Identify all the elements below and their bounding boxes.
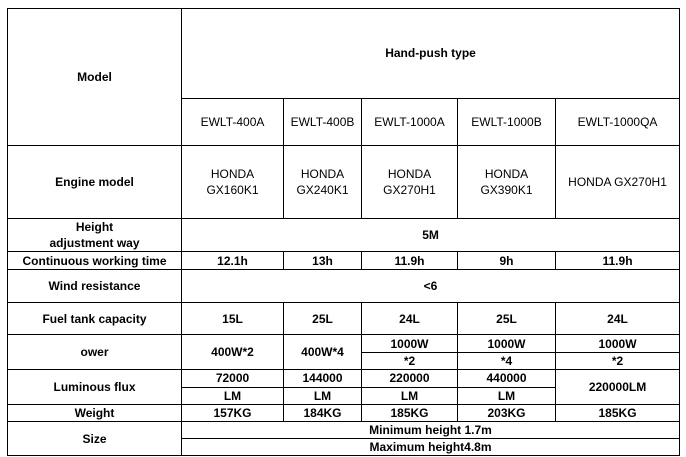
height-adjustment-label: Height adjustment way bbox=[8, 219, 182, 252]
fuel-tank-value: 24L bbox=[556, 303, 680, 335]
fuel-tank-label: Fuel tank capacity bbox=[8, 303, 182, 335]
working-time-value: 13h bbox=[284, 252, 362, 270]
luminous-flux-value: 144000 LM bbox=[284, 370, 362, 404]
power-value: 400W*2 bbox=[182, 335, 284, 370]
fuel-tank-value: 25L bbox=[284, 303, 362, 335]
weight-value: 185KG bbox=[362, 404, 458, 421]
luminous-flux-value: 220000 LM bbox=[362, 370, 458, 404]
weight-value: 203KG bbox=[458, 404, 556, 421]
power-label: ower bbox=[8, 335, 182, 370]
fuel-tank-value: 24L bbox=[362, 303, 458, 335]
working-time-value: 11.9h bbox=[362, 252, 458, 270]
weight-value: 157KG bbox=[182, 404, 284, 421]
power-value: 1000W *2 bbox=[556, 335, 680, 370]
wind-resistance-label: Wind resistance bbox=[8, 270, 182, 303]
weight-value: 185KG bbox=[556, 404, 680, 421]
luminous-flux-value: 440000 LM bbox=[458, 370, 556, 404]
spec-table bbox=[7, 8, 680, 456]
working-time-label: Continuous working time bbox=[8, 252, 182, 270]
fuel-tank-value: 25L bbox=[458, 303, 556, 335]
size-label: Size bbox=[8, 421, 182, 455]
fuel-tank-value: 15L bbox=[182, 303, 284, 335]
luminous-flux-value: 72000 LM bbox=[182, 370, 284, 404]
engine-model-value: HONDA GX270H1 bbox=[556, 146, 680, 219]
weight-value: 184KG bbox=[284, 404, 362, 421]
weight-label: Weight bbox=[8, 404, 182, 421]
luminous-flux-value: 220000LM bbox=[556, 370, 680, 404]
model-header: EWLT-1000QA bbox=[556, 99, 680, 146]
luminous-flux-label: Luminous flux bbox=[8, 370, 182, 404]
engine-model-value: HONDA GX270H1 bbox=[362, 146, 458, 219]
engine-model-value: HONDA GX160K1 bbox=[182, 146, 284, 219]
engine-model-value: HONDA GX240K1 bbox=[284, 146, 362, 219]
power-value: 1000W *2 bbox=[362, 335, 458, 370]
working-time-value: 12.1h bbox=[182, 252, 284, 270]
engine-model-label: Engine model bbox=[8, 146, 182, 219]
group-title: Hand-push type bbox=[182, 9, 680, 99]
model-header: EWLT-1000A bbox=[362, 99, 458, 146]
working-time-value: 9h bbox=[458, 252, 556, 270]
size-min-height: Minimum height 1.7m bbox=[182, 421, 680, 438]
model-label: Model bbox=[8, 9, 182, 146]
model-header: EWLT-1000B bbox=[458, 99, 556, 146]
size-max-height: Maximum height4.8m bbox=[182, 439, 680, 456]
power-value: 1000W *4 bbox=[458, 335, 556, 370]
wind-resistance-value: <6 bbox=[182, 270, 680, 303]
working-time-value: 11.9h bbox=[556, 252, 680, 270]
model-header: EWLT-400A bbox=[182, 99, 284, 146]
model-header: EWLT-400B bbox=[284, 99, 362, 146]
power-value: 400W*4 bbox=[284, 335, 362, 370]
engine-model-value: HONDA GX390K1 bbox=[458, 146, 556, 219]
height-adjustment-value: 5M bbox=[182, 219, 680, 252]
